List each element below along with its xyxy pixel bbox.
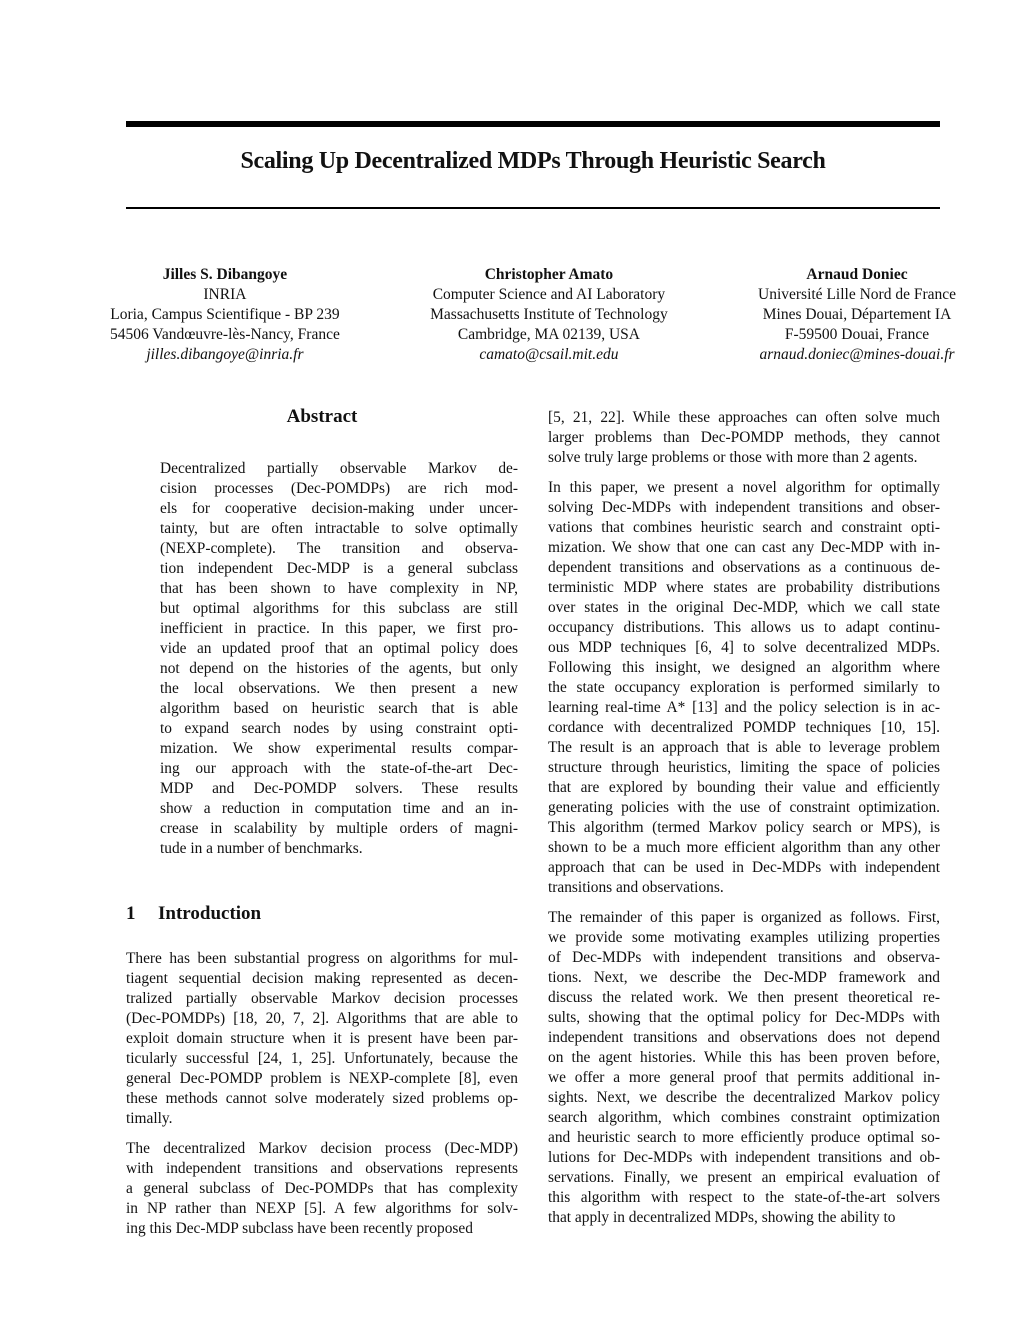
text-line: tion independent Dec-MDP is a general subclass xyxy=(160,560,518,577)
text-line: [5, 21, 22]. While these approaches can often solve much xyxy=(548,409,940,426)
text-line: learning real-time A* [13] and the policy selection is in ac- xyxy=(548,699,940,716)
text-line: crease in scalability by multiple orders of magni- xyxy=(160,820,518,837)
text-line: that has been shown to have complexity in NP, xyxy=(160,580,518,597)
paragraph xyxy=(548,408,940,468)
text-line: dependent transitions and observations as a continuous de- xyxy=(548,559,940,576)
text-line: mization. We show that one can cast any Dec-MDP with in- xyxy=(548,539,940,556)
text-line: generating policies with the use of constraint optimization. xyxy=(548,799,940,816)
author-affiliation: INRIA xyxy=(203,286,247,303)
text-line: over states in the original Dec-MDP, which we call state xyxy=(548,599,940,616)
text-line: the local observations. We then present a new xyxy=(160,680,518,697)
text-line: larger problems than Dec-POMDP methods, they cannot xyxy=(548,429,940,446)
author-1 xyxy=(110,265,340,365)
text-line: ous MDP techniques [6, 4] to solve decentralized MDPs. xyxy=(548,639,940,656)
text-line: cision processes (Dec-POMDPs) are rich mod- xyxy=(160,480,518,497)
text-line: we provide some motivating examples utilizing properties xyxy=(548,929,940,946)
author-affiliation: F-59500 Douai, France xyxy=(784,326,930,343)
author-affiliation: 54506 Vandœuvre-lès-Nancy, France xyxy=(110,326,340,343)
text-line: ticularly successful [24, 1, 25]. Unfortunately, because the xyxy=(126,1050,518,1067)
text-line: show a reduction in computation time and an in- xyxy=(160,800,518,817)
text-line: inefficient in practice. In this paper, we first pro- xyxy=(160,620,518,637)
text-line: vations that combines heuristic search and constraint opti- xyxy=(548,519,940,536)
author-affiliation: Computer Science and AI Laboratory xyxy=(432,286,666,303)
author-affiliation: Massachusetts Institute of Technology xyxy=(430,306,668,323)
author-email: jilles.dibangoye@inria.fr xyxy=(146,346,304,363)
title-top-rule xyxy=(126,121,940,127)
text-line: els for cooperative decision-making under uncer- xyxy=(160,500,518,517)
text-line: The result is an approach that is able to leverage problem xyxy=(548,739,940,756)
author-affiliation: Université Lille Nord de France xyxy=(758,286,956,303)
text-line: In this paper, we present a novel algorithm for optimally xyxy=(548,479,940,496)
text-line: in NP rather than NEXP [5]. A few algorithms for solv- xyxy=(126,1200,518,1217)
author-affiliation: Mines Douai, Département IA xyxy=(762,306,952,323)
text-line: lutions for Dec-MDPs with independent transitions and ob- xyxy=(548,1149,940,1166)
author-affiliation: Loria, Campus Scientifique - BP 239 xyxy=(110,306,340,323)
text-line: This algorithm (termed Markov policy search or MPS), is xyxy=(548,819,940,836)
text-line: but optimal algorithms for this subclass are still xyxy=(160,600,518,617)
text-line: mization. We show experimental results compar- xyxy=(160,740,518,757)
text-line: to expand search nodes by using constraint opti- xyxy=(160,720,518,737)
text-line: tainty, but are often intractable to solve optimally xyxy=(160,520,518,537)
text-line: ing this Dec-MDP subclass have been recently proposed xyxy=(126,1220,473,1237)
text-line: tude in a number of benchmarks. xyxy=(160,840,363,857)
text-line: exploit domain structure when it is present have been par- xyxy=(126,1030,518,1047)
paragraph xyxy=(548,478,940,898)
text-line: cordance with decentralized POMDP techniques [10, 15]. xyxy=(548,719,940,736)
text-line: The decentralized Markov decision process (Dec-MDP) xyxy=(126,1140,518,1157)
text-line: vide an updated proof that an optimal policy does xyxy=(160,640,518,657)
text-line: structure through heuristics, limiting the space of policies xyxy=(548,759,940,776)
text-line: search algorithm, which combines constraint optimization xyxy=(548,1109,940,1126)
text-line: this algorithm with respect to the state-of-the-art solvers xyxy=(548,1189,940,1206)
section-title: Introduction xyxy=(158,903,262,924)
text-line: shown to be a much more efficient algorithm than any other xyxy=(548,839,940,856)
text-line: Following this insight, we designed an algorithm where xyxy=(548,659,940,676)
section-number: 1 xyxy=(126,903,136,924)
author-block xyxy=(110,265,956,365)
text-line: tralized partially observable Markov decision processes xyxy=(126,990,518,1007)
text-line: a general subclass of Dec-POMDPs that has complexity xyxy=(126,1180,518,1197)
text-line: timally. xyxy=(126,1110,173,1127)
text-line: tions. Next, we describe the Dec-MDP framework and xyxy=(548,969,940,986)
text-line: servations. Finally, we present an empirical evaluation of xyxy=(548,1169,940,1186)
text-line: occupancy distributions. This allows us to adapt continu- xyxy=(548,619,940,636)
author-2 xyxy=(430,265,668,365)
text-line: sults, showing that the optimal policy for Dec-MDPs with xyxy=(548,1009,940,1026)
paragraph xyxy=(126,1139,518,1239)
text-line: sights. Next, we describe the decentralized Markov policy xyxy=(548,1089,940,1106)
title-bottom-rule xyxy=(126,207,940,209)
intro-left-text xyxy=(126,949,518,1239)
text-line: not depend on the histories of the agents, but only xyxy=(160,660,518,677)
text-line: independent transitions and observations does not depend xyxy=(548,1029,940,1046)
text-line: Decentralized partially observable Markov de- xyxy=(160,460,518,477)
author-affiliation: Cambridge, MA 02139, USA xyxy=(457,326,640,343)
text-line: on the agent histories. While this has been proven before, xyxy=(548,1049,940,1066)
author-email: arnaud.doniec@mines-douai.fr xyxy=(759,346,955,363)
text-line: tiagent sequential decision making represented as decen- xyxy=(126,970,518,987)
author-name: Arnaud Doniec xyxy=(806,266,908,283)
author-name: Jilles S. Dibangoye xyxy=(162,266,288,283)
author-3 xyxy=(758,265,956,365)
text-line: transitions and observations. xyxy=(548,879,724,896)
text-line: solve truly large problems or those with more than 2 agents. xyxy=(548,449,918,466)
text-line: we offer a more general proof that permits additional in- xyxy=(548,1069,940,1086)
text-line: approach that can be used in Dec-MDPs with independent xyxy=(548,859,940,876)
paragraph xyxy=(126,949,518,1129)
text-line: The remainder of this paper is organized as follows. First, xyxy=(548,909,940,926)
text-line: that are explored by bounding their value and efficiently xyxy=(548,779,940,796)
text-line: discuss the related work. We then present theoretical re- xyxy=(548,989,940,1006)
text-line: algorithm based on heuristic search that is able xyxy=(160,700,518,717)
text-line: solving Dec-MDPs with independent transitions and obser- xyxy=(548,499,940,516)
text-line: (NEXP-complete). The transition and observa- xyxy=(160,540,518,557)
section-heading-introduction xyxy=(126,902,518,926)
text-line: of Dec-MDPs with independent transitions and observa- xyxy=(548,949,940,966)
text-line: with independent transitions and observations represents xyxy=(126,1160,518,1177)
abstract-body xyxy=(160,459,518,859)
text-line: ing our approach with the state-of-the-art Dec- xyxy=(160,760,518,777)
right-column xyxy=(548,408,940,1238)
left-column xyxy=(126,405,518,1249)
text-line: that apply in decentralized MDPs, showing the ability to xyxy=(548,1209,896,1226)
paper-title: Scaling Up Decentralized MDPs Through Heuristic Search xyxy=(240,148,826,174)
text-line: these methods cannot solve moderately sized problems op- xyxy=(126,1090,518,1107)
text-line: the state occupancy exploration is performed similarly to xyxy=(548,679,940,696)
text-line: general Dec-POMDP problem is NEXP-complete [8], even xyxy=(126,1070,518,1087)
text-line: MDP and Dec-POMDP solvers. These results xyxy=(160,780,518,797)
author-email: camato@csail.mit.edu xyxy=(479,346,619,363)
paragraph xyxy=(548,908,940,1228)
text-line: and heuristic search to more efficiently produce optimal so- xyxy=(548,1129,940,1146)
text-line: There has been substantial progress on algorithms for mul- xyxy=(126,950,518,967)
text-line: (Dec-POMDPs) [18, 20, 7, 2]. Algorithms that are able to xyxy=(126,1010,518,1027)
abstract-heading: Abstract xyxy=(286,406,358,427)
author-name: Christopher Amato xyxy=(484,266,614,283)
text-line: terministic MDP where states are probability distributions xyxy=(548,579,940,596)
